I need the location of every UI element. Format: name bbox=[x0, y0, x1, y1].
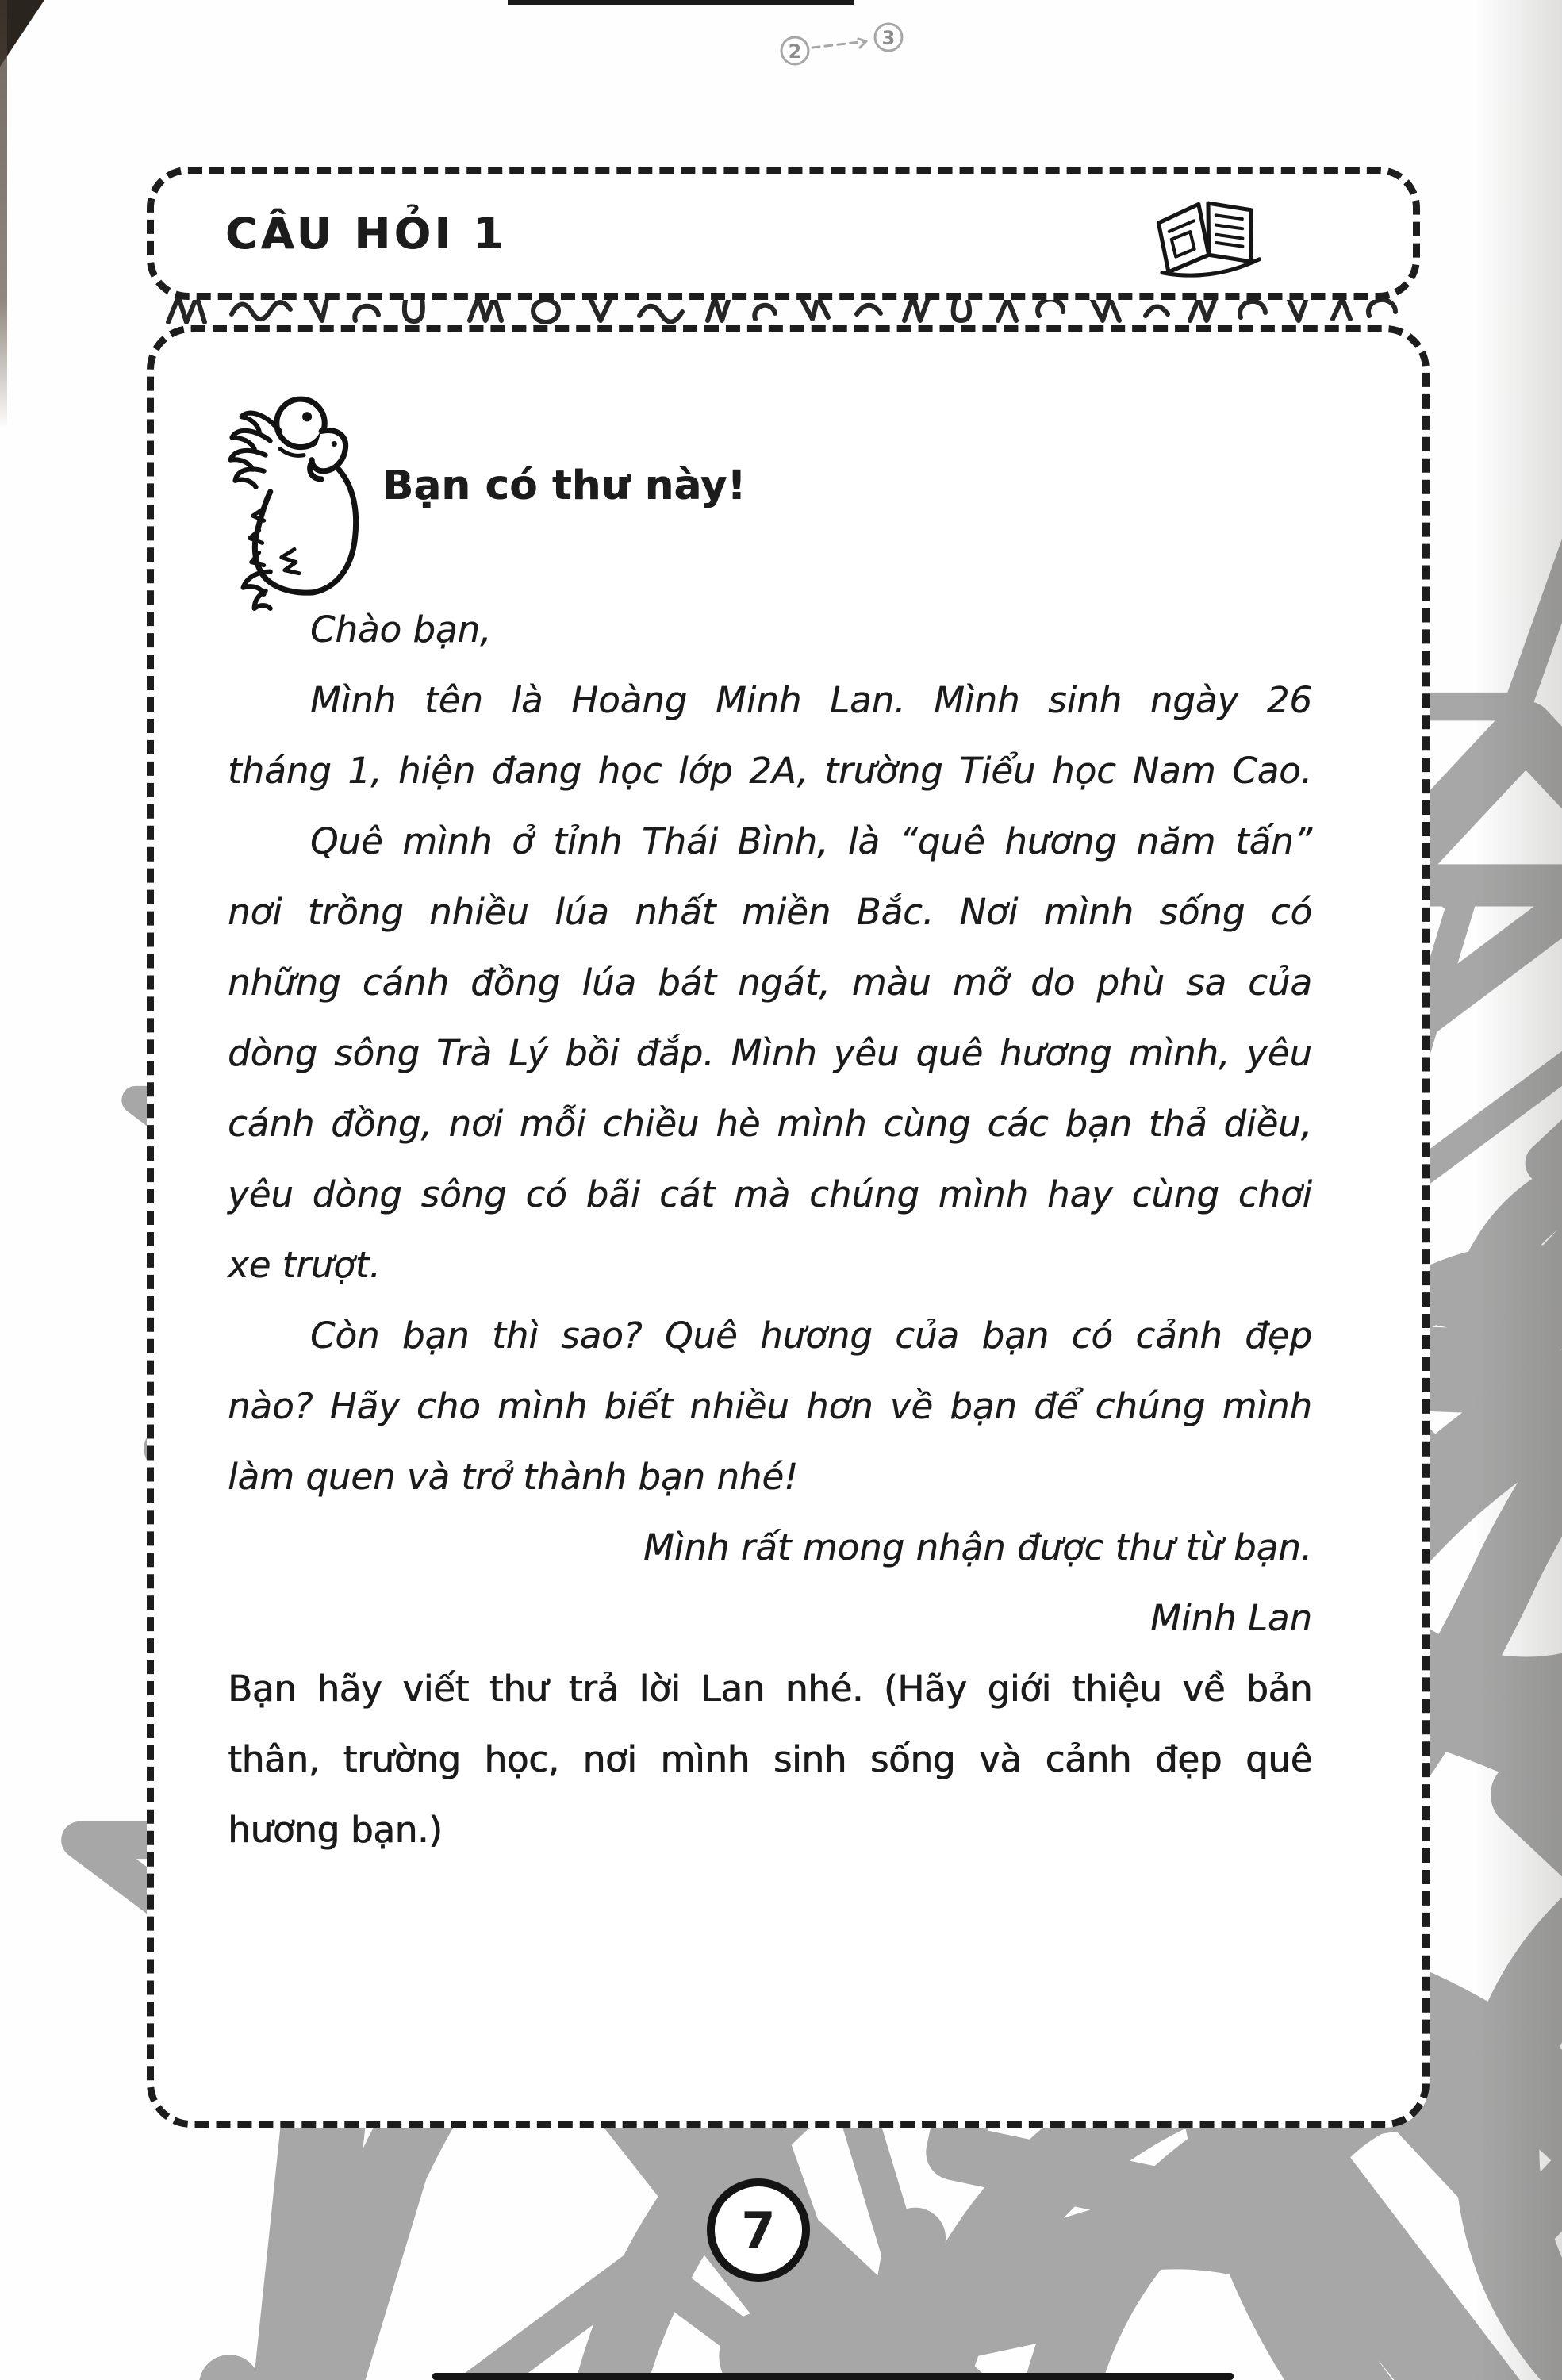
open-book-icon bbox=[1150, 185, 1271, 282]
letter-line: nào? Hãy cho mình biết nhiều hơn về bạn để chúng mình bbox=[228, 1385, 1312, 1427]
letter-body bbox=[228, 594, 1312, 1865]
page-number-badge bbox=[707, 2178, 810, 2282]
letter-line: Quê mình ở tỉnh Thái Bình, là “quê hương năm tấn” bbox=[310, 820, 1312, 862]
scan-edge-left bbox=[0, 0, 7, 428]
circled-number-2-label: 2 bbox=[788, 40, 802, 63]
circled-number-3-label: 3 bbox=[881, 27, 896, 49]
letter-line: Mình tên là Hoàng Minh Lan. Mình sinh ngày 26 bbox=[310, 679, 1312, 721]
letter-line: nơi trồng nhiều lúa nhất miền Bắc. Nơi mình sống có bbox=[228, 891, 1312, 933]
parrot-icon bbox=[217, 382, 378, 613]
circled-number-2 bbox=[781, 37, 808, 64]
letter-line: Chào bạn, bbox=[310, 608, 492, 651]
page-title: CÂU HỎI 1 bbox=[225, 208, 507, 259]
instruction-line: thân, trường học, nơi mình sinh sống và cảnh đẹp quê bbox=[228, 1738, 1312, 1780]
letter-line: xe trượt. bbox=[228, 1244, 381, 1286]
letter-line: yêu dòng sông có bãi cát mà chúng mình hay cùng chơi bbox=[228, 1173, 1312, 1215]
page-number: 7 bbox=[741, 2201, 776, 2259]
scan-edge-top bbox=[508, 0, 854, 5]
instruction-line: hương bạn.) bbox=[228, 1809, 443, 1851]
letter-line: dòng sông Trà Lý bồi đắp. Mình yêu quê hương mình, yêu bbox=[228, 1032, 1312, 1074]
mail-banner-label: Bạn có thư này! bbox=[382, 463, 746, 509]
letter-line: cánh đồng, nơi mỗi chiều hè mình cùng các bạn thả diều, bbox=[228, 1103, 1312, 1145]
question-header-box bbox=[147, 167, 1420, 300]
instruction-line: Bạn hãy viết thư trả lời Lan nhé. (Hãy giới thiệu về bản bbox=[228, 1668, 1312, 1710]
letter-signature: Minh Lan bbox=[1150, 1597, 1312, 1639]
circled-number-3 bbox=[875, 24, 902, 51]
letter-content-box bbox=[147, 325, 1430, 2128]
scan-edge-bottom bbox=[432, 2373, 1234, 2380]
letter-line: Còn bạn thì sao? Quê hương của bạn có cảnh đẹp bbox=[310, 1315, 1312, 1357]
doodle-arrow-head bbox=[858, 39, 866, 48]
doodle-arrow-line bbox=[812, 41, 866, 48]
letter-line: tháng 1, hiện đang học lớp 2A, trường Tiểu học Nam Cao. bbox=[228, 750, 1312, 792]
letter-line: những cánh đồng lúa bát ngát, màu mỡ do phù sa của bbox=[228, 962, 1312, 1004]
letter-line: làm quen và trở thành bạn nhé! bbox=[228, 1456, 799, 1498]
letter-closing-line: Mình rất mong nhận được thư từ bạn. bbox=[643, 1526, 1312, 1568]
